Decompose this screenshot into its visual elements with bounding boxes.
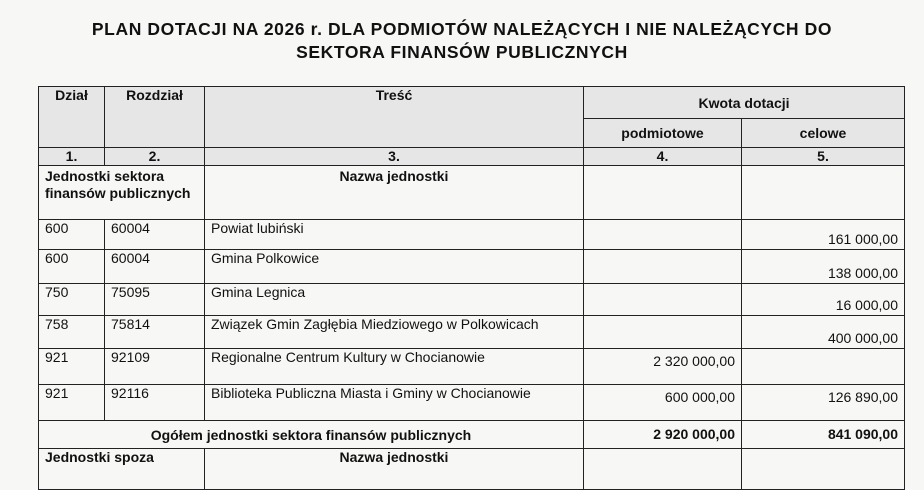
total-label: Ogółem jednostki sektora finansów publicznych (39, 421, 584, 449)
group-header-row (39, 166, 905, 220)
row-rozdzial: 92109 (105, 349, 205, 385)
total-row (39, 421, 905, 449)
next-group-label: Jednostki spoza (39, 449, 205, 490)
row-celowe: 16 000,00 (742, 284, 905, 316)
row-dzial: 921 (39, 385, 105, 421)
row-celowe: 138 000,00 (742, 250, 905, 284)
table-row (39, 284, 905, 316)
row-dzial: 600 (39, 250, 105, 284)
table-row (39, 220, 905, 250)
row-dzial: 600 (39, 220, 105, 250)
title-line-2: SEKTORA FINANSÓW PUBLICZNYCH (296, 42, 628, 62)
row-name: Gmina Legnica (205, 284, 584, 316)
header-rozdzial: Rozdział (105, 87, 205, 148)
row-dzial: 921 (39, 349, 105, 385)
header-celowe: celowe (742, 119, 905, 148)
col-number: 3. (205, 148, 584, 166)
total-podmiotowe: 2 920 000,00 (584, 421, 742, 449)
row-celowe (742, 349, 905, 385)
row-dzial: 758 (39, 316, 105, 349)
col-number: 2. (105, 148, 205, 166)
row-name: Gmina Polkowice (205, 250, 584, 284)
header-tresc: Treść (205, 87, 584, 148)
row-name: Powiat lubiński (205, 220, 584, 250)
table-row (39, 385, 905, 421)
row-podmiotowe (584, 316, 742, 349)
document-title (0, 18, 924, 64)
table-row (39, 316, 905, 349)
row-name: Biblioteka Publiczna Miasta i Gminy w Chocianowie (205, 385, 584, 421)
next-group-header-row (39, 449, 905, 490)
row-celowe: 126 890,00 (742, 385, 905, 421)
col-number: 1. (39, 148, 105, 166)
title-line-1: PLAN DOTACJI NA 2026 r. DLA PODMIOTÓW NALEŻĄCYCH I NIE NALEŻĄCYCH DO (91, 19, 833, 39)
row-rozdzial: 60004 (105, 220, 205, 250)
row-rozdzial: 75814 (105, 316, 205, 349)
row-podmiotowe: 2 320 000,00 (584, 349, 742, 385)
next-group-name-header: Nazwa jednostki (205, 449, 584, 490)
row-name: Związek Gmin Zagłębia Miedziowego w Polkowicach (205, 316, 584, 349)
row-dzial: 750 (39, 284, 105, 316)
header-dzial: Dział (39, 87, 105, 148)
group-name-header: Nazwa jednostki (205, 166, 584, 220)
total-celowe: 841 090,00 (742, 421, 905, 449)
table-row (39, 349, 905, 385)
table-row (39, 250, 905, 284)
group-label: Jednostki sektora finansów publicznych (39, 166, 205, 220)
row-rozdzial: 75095 (105, 284, 205, 316)
row-rozdzial: 60004 (105, 250, 205, 284)
header-kwota-dotacji: Kwota dotacji (584, 87, 905, 119)
subsidy-table (38, 86, 905, 490)
column-number-row (39, 148, 905, 166)
col-number: 5. (742, 148, 905, 166)
row-celowe: 161 000,00 (742, 220, 905, 250)
row-podmiotowe (584, 284, 742, 316)
header-podmiotowe: podmiotowe (584, 119, 742, 148)
row-podmiotowe (584, 250, 742, 284)
row-rozdzial: 92116 (105, 385, 205, 421)
row-podmiotowe: 600 000,00 (584, 385, 742, 421)
col-number: 4. (584, 148, 742, 166)
row-celowe: 400 000,00 (742, 316, 905, 349)
row-podmiotowe (584, 220, 742, 250)
row-name: Regionalne Centrum Kultury w Chocianowie (205, 349, 584, 385)
